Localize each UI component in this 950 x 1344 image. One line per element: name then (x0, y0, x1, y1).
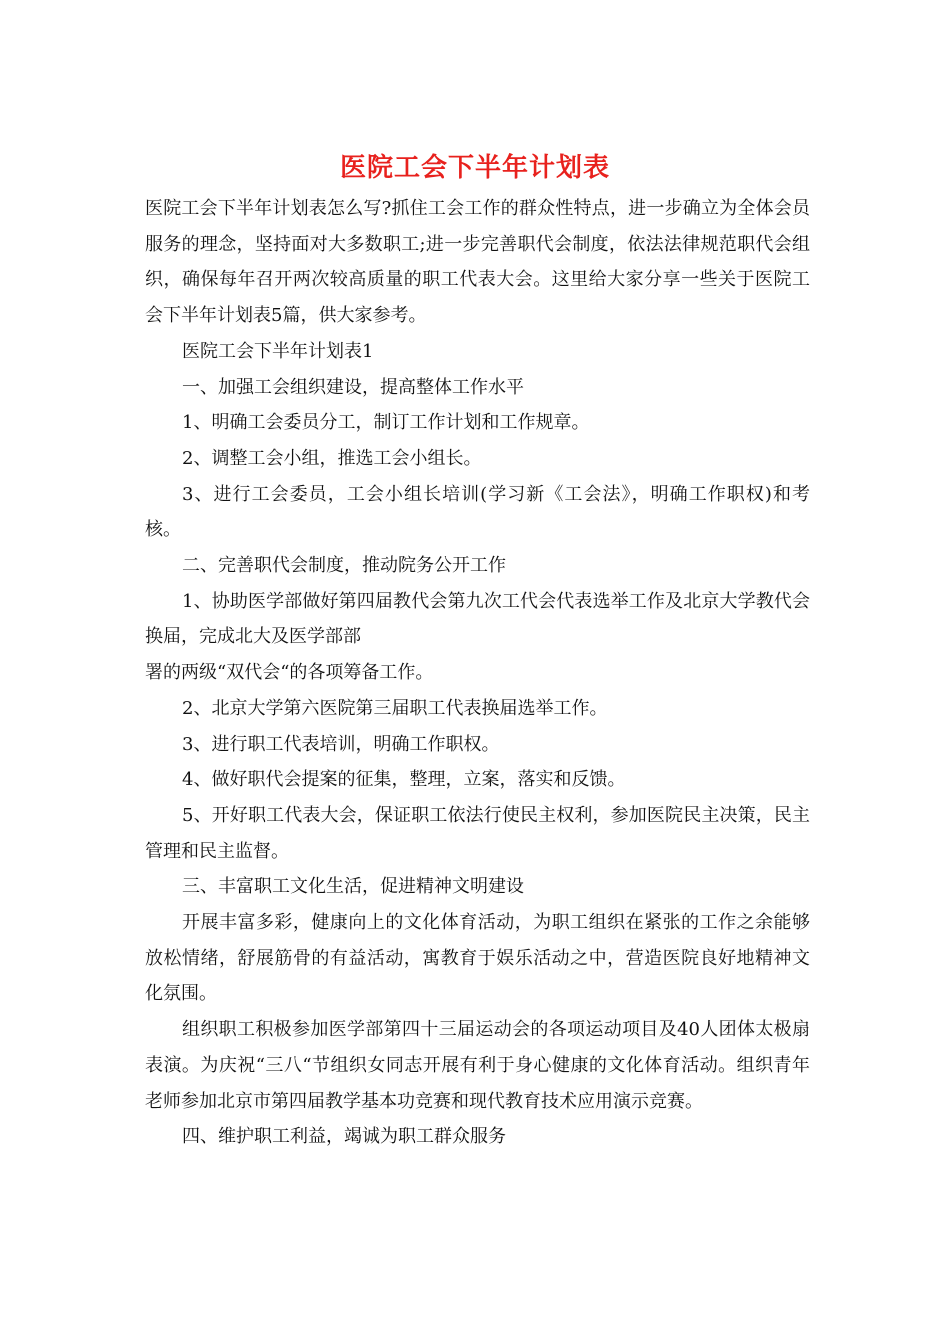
list-item: 1、协助医学部做好第四届教代会第九次工代会代表选举工作及北京大学教代会换届，完成北大及医学部部 (145, 590, 810, 648)
list-item: 1、明确工会委员分工，制订工作计划和工作规章。 (182, 412, 590, 434)
list-item: 3、进行工会委员，工会小组长培训(学习新《工会法》，明确工作职权)和考核。 (145, 483, 810, 541)
plan-heading: 医院工会下半年计划表1 (182, 340, 374, 362)
intro-paragraph: 医院工会下半年计划表怎么写?抓住工会工作的群众性特点，进一步确立为全体会员服务的理念，坚持面对大多数职工;进一步完善职代会制度，依法法律规范职代会组织，确保每年召开两次较高质量的职工代表大会。这里给大家分享一些关于医院工会下半年计划表5篇，供大家参考。 (145, 198, 810, 327)
document-title: 医院工会下半年计划表 (339, 153, 610, 183)
document-body (145, 191, 810, 1155)
body-paragraph: 开展丰富多彩，健康向上的文化体育活动，为职工组织在紧张的工作之余能够放松情绪，舒展筋骨的有益活动，寓教育于娱乐活动之中，营造医院良好地精神文化氛围。 (145, 912, 810, 1005)
list-item: 4、做好职代会提案的征集，整理，立案，落实和反馈。 (182, 769, 626, 791)
section-heading-3: 三、丰富职工文化生活，促进精神文明建设 (182, 876, 524, 898)
list-item: 2、北京大学第六医院第三届职工代表换届选举工作。 (182, 697, 608, 719)
section-heading-4: 四、维护职工利益，竭诚为职工群众服务 (182, 1126, 506, 1148)
section-heading-2: 二、完善职代会制度，推动院务公开工作 (182, 555, 506, 577)
list-item: 5、开好职工代表大会，保证职工依法行使民主权利，参加医院民主决策，民主管理和民主监督。 (145, 804, 810, 862)
list-item: 2、调整工会小组，推选工会小组长。 (182, 447, 482, 469)
list-item-continuation: 署的两级“双代会“的各项筹备工作。 (145, 662, 434, 684)
list-item: 3、进行职工代表培训，明确工作职权。 (182, 733, 500, 755)
section-heading-1: 一、加强工会组织建设，提高整体工作水平 (182, 376, 524, 398)
body-paragraph: 组织职工积极参加医学部第四十三届运动会的各项运动项目及40人团体太极扇表演。为庆祝“三八“节组织女同志开展有利于身心健康的文化体育活动。组织青年老师参加北京市第四届教学基本功竞赛和现代教育技术应用演示竞赛。 (145, 1019, 810, 1112)
